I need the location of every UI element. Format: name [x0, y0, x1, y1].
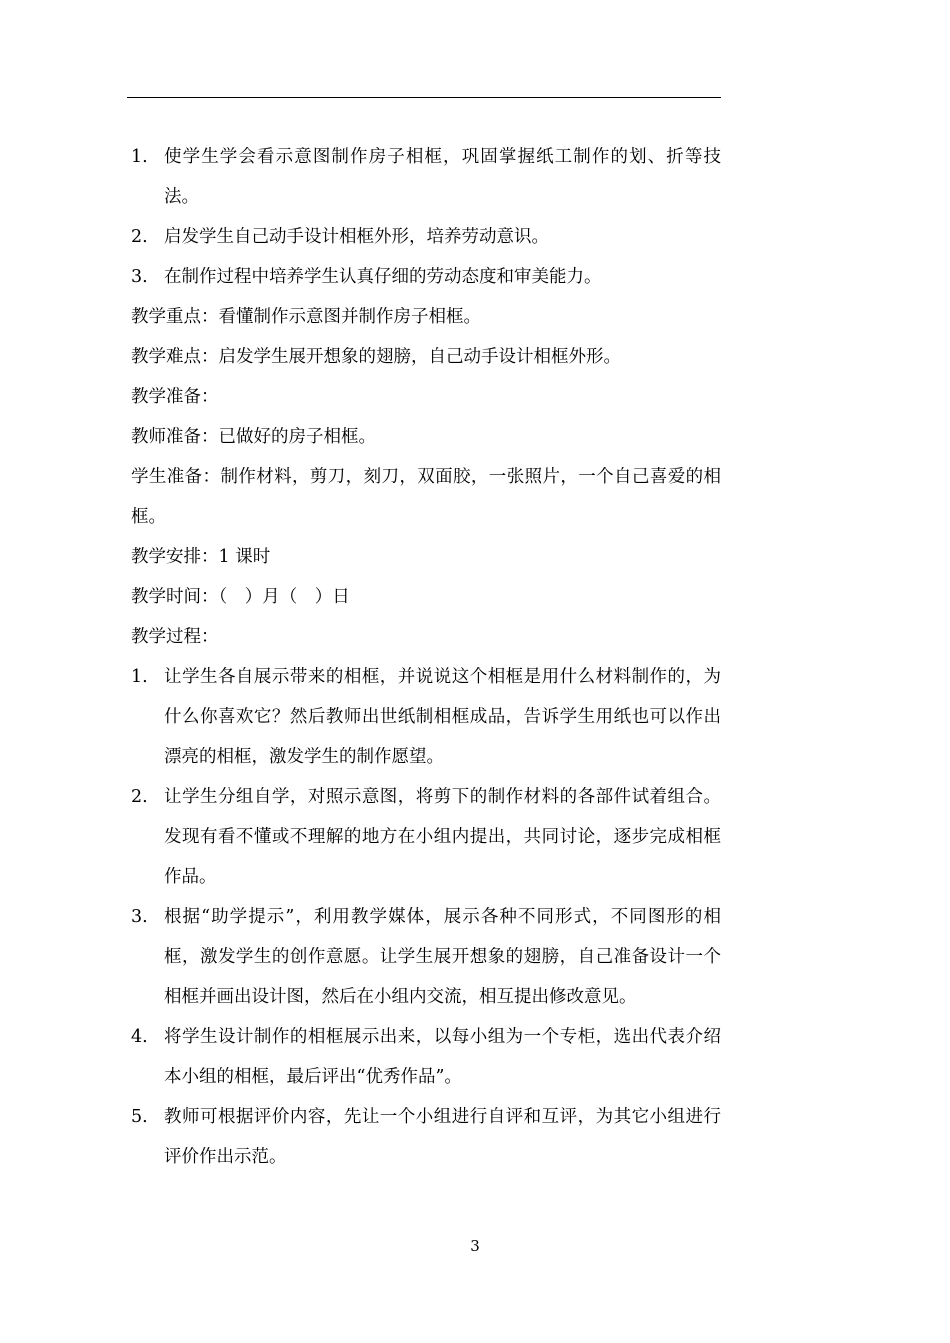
objective-item-2 [131, 217, 721, 257]
objective-item-3 [131, 257, 721, 297]
process-item-1 [131, 657, 721, 777]
list-text: 根据“助学提示”，利用教学媒体，展示各种不同形式，不同图形的相框，激发学生的创作意愿。让学生展开想象的翅膀，自己准备设计一个相框并画出设计图，然后在小组内交流，相互提出修改意见。 [164, 907, 721, 1007]
list-number: 5. [131, 1107, 148, 1127]
list-text: 在制作过程中培养学生认真仔细的劳动态度和审美能力。 [164, 267, 602, 287]
process-item-2 [131, 777, 721, 897]
list-text: 让学生各自展示带来的相框，并说说这个相框是用什么材料制作的，为什么你喜欢它？然后教师出世纸制相框成品，告诉学生用纸也可以作出漂亮的相框，激发学生的制作愿望。 [164, 667, 721, 767]
teaching-arrangement: 教学安排：1 课时 [131, 547, 271, 567]
list-text: 启发学生自己动手设计相框外形，培养劳动意识。 [164, 227, 549, 247]
process-item-3 [131, 897, 721, 1017]
header-rule [127, 97, 721, 98]
list-number: 3. [131, 267, 148, 287]
process-heading: 教学过程： [131, 627, 219, 647]
teaching-difficulty: 教学难点：启发学生展开想象的翅膀，自己动手设计相框外形。 [131, 347, 621, 367]
teaching-focus: 教学重点：看懂制作示意图并制作房子相框。 [131, 307, 481, 327]
list-number: 2. [131, 787, 148, 807]
process-item-4 [131, 1017, 721, 1097]
process-item-5 [131, 1097, 721, 1177]
list-number: 2. [131, 227, 148, 247]
list-text: 使学生学会看示意图制作房子相框，巩固掌握纸工制作的划、折等技法。 [164, 147, 721, 207]
list-number: 1. [131, 147, 148, 167]
list-text: 让学生分组自学，对照示意图，将剪下的制作材料的各部件试着组合。发现有看不懂或不理解的地方在小组内提出，共同讨论，逐步完成相框作品。 [164, 787, 721, 887]
teaching-time: 教学时间：（ ）月（ ）日 [131, 587, 350, 607]
objective-item-1 [131, 137, 721, 217]
preparation-heading: 教学准备： [131, 387, 219, 407]
student-preparation: 学生准备：制作材料，剪刀，刻刀，双面胶，一张照片，一个自己喜爱的相框。 [131, 467, 721, 527]
list-text: 将学生设计制作的相框展示出来，以每小组为一个专柜，选出代表介绍本小组的相框，最后评出“优秀作品”。 [164, 1027, 721, 1087]
list-number: 1. [131, 667, 148, 687]
list-text: 教师可根据评价内容，先让一个小组进行自评和互评，为其它小组进行评价作出示范。 [164, 1107, 721, 1167]
list-number: 3. [131, 907, 148, 927]
list-number: 4. [131, 1027, 148, 1047]
teacher-preparation: 教师准备：已做好的房子相框。 [131, 427, 376, 447]
page-number: 3 [470, 1237, 480, 1255]
document-body [131, 137, 721, 1177]
